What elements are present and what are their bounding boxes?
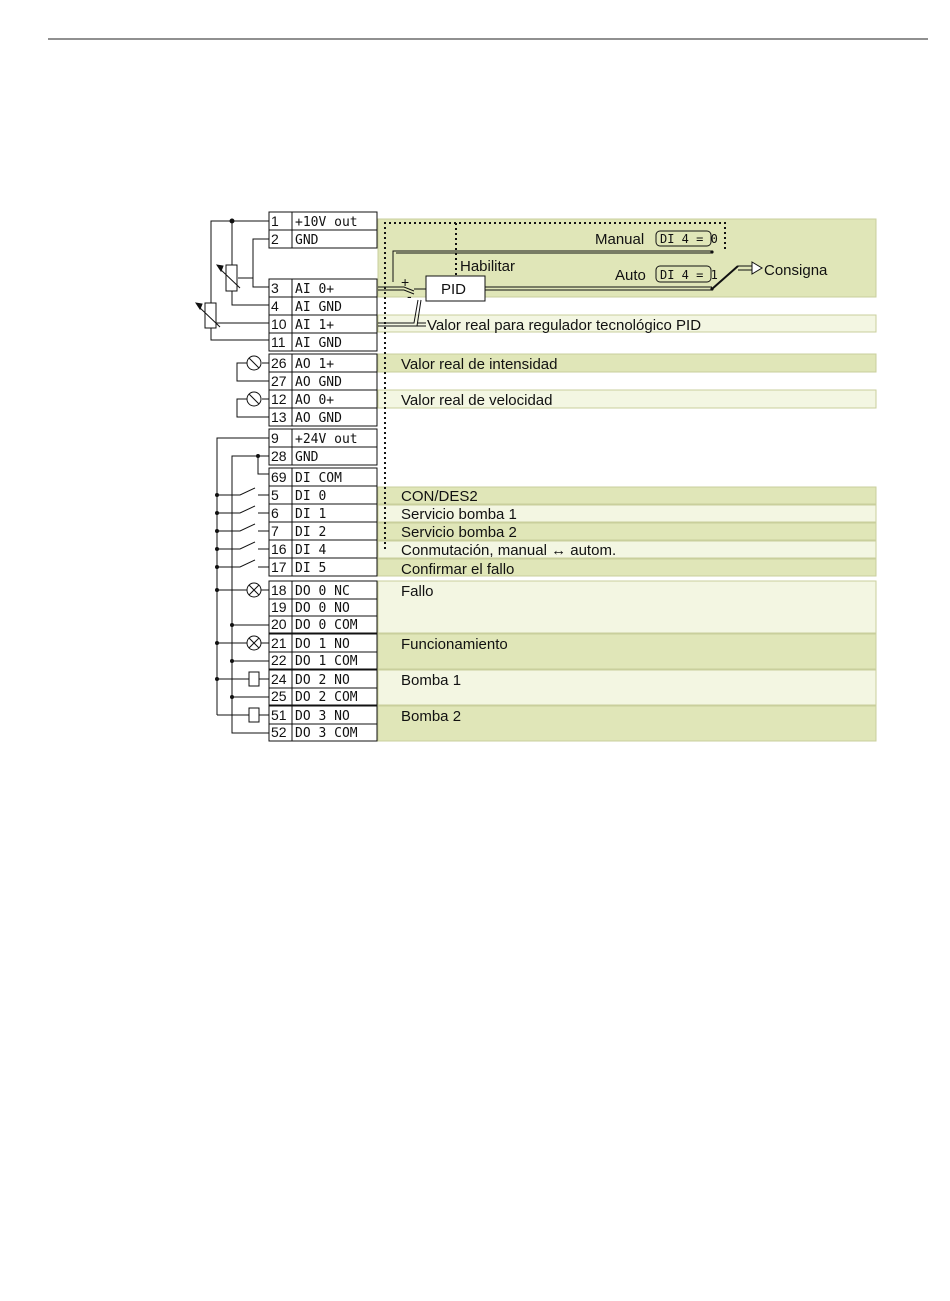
- label-pid-feedback: Valor real para regulador tecnológico PID: [427, 317, 702, 334]
- output-devices: [247, 583, 261, 722]
- label-do0: Fallo: [401, 583, 434, 600]
- terminal-number: 21: [271, 635, 287, 651]
- terminal-number: 13: [271, 409, 287, 425]
- label-di5: Confirmar el fallo: [401, 561, 515, 578]
- terminal-number: 17: [271, 559, 287, 575]
- terminal-number: 7: [271, 523, 279, 539]
- band-do0: [378, 581, 876, 633]
- terminal-name: GND: [295, 450, 319, 465]
- sensor-feedback: [205, 303, 216, 328]
- terminal-number: 3: [271, 280, 279, 296]
- terminal-name: DO 1 COM: [295, 654, 358, 669]
- junction-dots: [215, 454, 260, 699]
- auto-label: Auto: [615, 267, 646, 284]
- terminal-number: 1: [271, 213, 279, 229]
- terminal-number: 26: [271, 355, 287, 371]
- terminal-number: 11: [271, 334, 286, 350]
- terminal-name: AO GND: [295, 411, 342, 426]
- terminal-name: AO GND: [295, 375, 342, 390]
- terminal-name: AO 0+: [295, 393, 335, 408]
- terminal-number: 69: [271, 469, 287, 485]
- terminal-name: DI COM: [295, 471, 342, 486]
- terminal-number: 24: [271, 671, 287, 687]
- terminal-number: 2: [271, 231, 279, 247]
- terminal-2: [269, 230, 377, 248]
- pid-enable-label: Habilitar: [460, 258, 516, 275]
- auto-condition: DI 4 = 1: [660, 268, 718, 282]
- terminal-name: DO 2 COM: [295, 690, 358, 705]
- terminal-name: +10V out: [295, 215, 358, 230]
- terminal-number: 27: [271, 373, 287, 389]
- terminal-name: DI 5: [295, 561, 327, 576]
- terminal-number: 52: [271, 724, 287, 740]
- terminal-number: 28: [271, 448, 287, 464]
- terminal-number: 10: [271, 316, 287, 332]
- label-di1: Servicio bomba 1: [401, 506, 517, 523]
- terminal-name: DO 0 NO: [295, 601, 350, 616]
- terminal-number: 22: [271, 652, 287, 668]
- terminal-name: DO 0 NC: [295, 584, 350, 599]
- label-di4: Conmutación, manual ↔ autom.: [401, 542, 617, 559]
- terminal-name: DO 0 COM: [295, 618, 358, 633]
- terminal-number: 16: [271, 541, 287, 557]
- terminal-name: DI 0: [295, 489, 327, 504]
- pid-minus: -: [407, 288, 412, 304]
- terminal-name: AI GND: [295, 336, 342, 351]
- label-do3: Bomba 2: [401, 708, 462, 725]
- pump1-relay-icon: [249, 672, 259, 686]
- terminal-name: AI 0+: [295, 282, 335, 297]
- terminal-number: 5: [271, 487, 279, 503]
- pid-plus: +: [401, 274, 410, 290]
- external-wiring: [196, 219, 269, 733]
- label-current-actual: Valor real de intensidad: [401, 356, 558, 373]
- terminal-name: AO 1+: [295, 357, 335, 372]
- terminal-name: DO 3 NO: [295, 709, 350, 724]
- terminal-number: 19: [271, 599, 287, 615]
- manual-label: Manual: [595, 231, 645, 248]
- setpoint-label: Consigna: [764, 262, 828, 279]
- label-di0: CON/DES2: [401, 488, 478, 505]
- terminal-name: DI 4: [295, 543, 327, 558]
- terminal-name: AI GND: [295, 300, 342, 315]
- label-speed-actual: Valor real de velocidad: [401, 392, 553, 409]
- terminal-name: +24V out: [295, 432, 358, 447]
- terminal-strip: [269, 212, 377, 741]
- terminal-name: GND: [295, 233, 319, 248]
- manual-condition: DI 4 = 0: [660, 232, 718, 246]
- terminal-name: DO 3 COM: [295, 726, 358, 741]
- terminal-number: 51: [271, 707, 287, 723]
- terminal-name: DO 2 NO: [295, 673, 350, 688]
- terminal-number: 18: [271, 582, 287, 598]
- terminal-number: 20: [271, 616, 287, 632]
- label-do2: Bomba 1: [401, 672, 462, 689]
- terminal-name: AI 1+: [295, 318, 335, 333]
- terminal-name: DO 1 NO: [295, 637, 350, 652]
- label-do1: Funcionamiento: [401, 636, 508, 653]
- terminal-number: 6: [271, 505, 279, 521]
- terminal-number: 25: [271, 688, 287, 704]
- terminal-name: DI 1: [295, 507, 327, 522]
- terminal-number: 12: [271, 391, 287, 407]
- terminal-number: 9: [271, 430, 279, 446]
- potentiometer-setpoint: [226, 265, 237, 291]
- label-di2: Servicio bomba 2: [401, 524, 517, 541]
- pid-label: PID: [441, 281, 467, 298]
- pump2-relay-icon: [249, 708, 259, 722]
- terminal-name: DI 2: [295, 525, 327, 540]
- terminal-number: 4: [271, 298, 279, 314]
